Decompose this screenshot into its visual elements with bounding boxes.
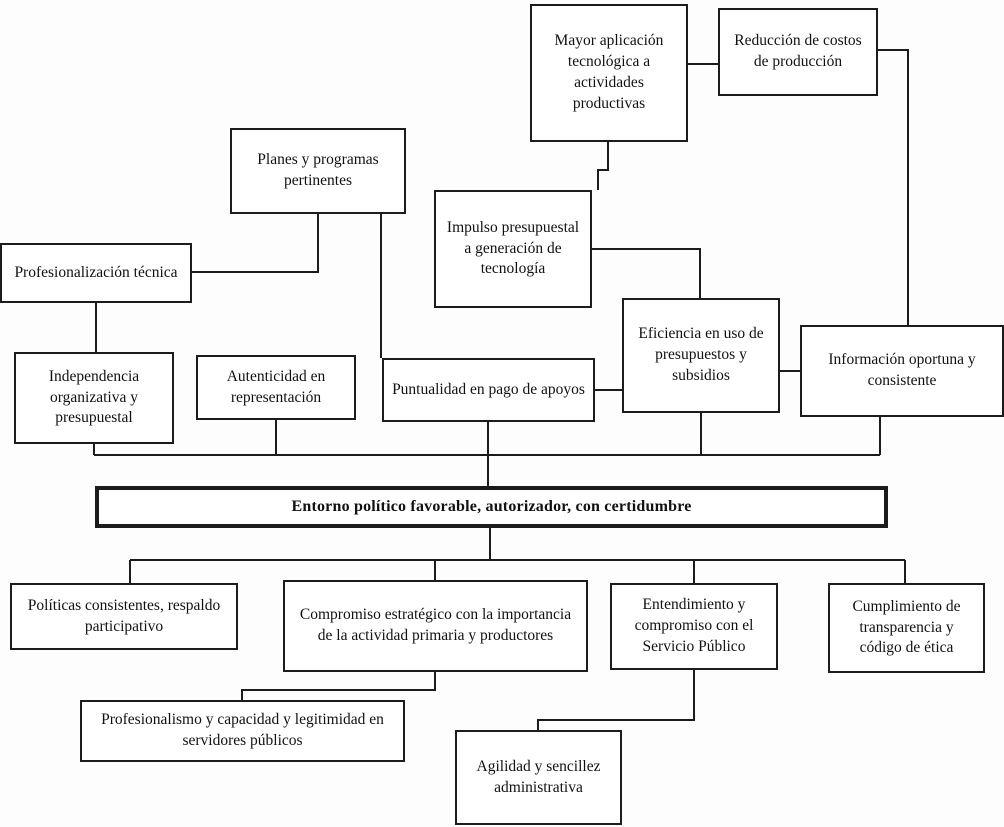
node-entorno-politico: Entorno político favorable, autorizador, con certidumbre: [95, 486, 888, 528]
edge-compromiso-profesionalismo: [242, 672, 435, 700]
edge-impulso-eficiencia: [592, 249, 700, 298]
edge-planes-profesionalizacion: [192, 214, 318, 272]
edge-reduccion-informacion: [878, 50, 908, 325]
node-entendimiento-compromiso: Entendimiento y compromiso con el Servicio Público: [610, 583, 778, 670]
node-planes-programas: Planes y programas pertinentes: [230, 128, 406, 214]
edge-mayor-impulso: [598, 142, 608, 190]
node-impulso-presupuestal: Impulso presupuestal a generación de tecnología: [434, 190, 592, 308]
node-agilidad-sencillez: Agilidad y sencillez administrativa: [455, 730, 622, 825]
node-independencia-organizativa: Independencia organizativa y presupuestal: [14, 352, 174, 444]
node-profesionalismo-capacidad: Profesionalismo y capacidad y legitimidad en servidores públicos: [80, 700, 405, 762]
edge-entendimiento-agilidad: [538, 670, 694, 730]
node-compromiso-estrategico: Compromiso estratégico con la importancia de la actividad primaria y productores: [283, 580, 588, 672]
node-profesionalizacion-tecnica: Profesionalización técnica: [0, 243, 192, 303]
node-autenticidad-representacion: Autenticidad en representación: [196, 355, 356, 420]
node-cumplimiento-transparencia: Cumplimiento de transparencia y código de ética: [828, 583, 985, 673]
node-informacion-oportuna: Información oportuna y consistente: [800, 325, 1004, 417]
node-mayor-aplicacion: Mayor aplicación tecnológica a actividades productivas: [530, 4, 688, 142]
node-eficiencia-presupuestos: Eficiencia en uso de presupuestos y subsidios: [622, 298, 780, 413]
node-reduccion-costos: Reducción de costos de producción: [718, 8, 878, 96]
node-puntualidad-pagos: Puntualidad en pago de apoyos: [382, 358, 595, 422]
node-politicas-consistentes: Políticas consistentes, respaldo participativo: [10, 583, 238, 650]
